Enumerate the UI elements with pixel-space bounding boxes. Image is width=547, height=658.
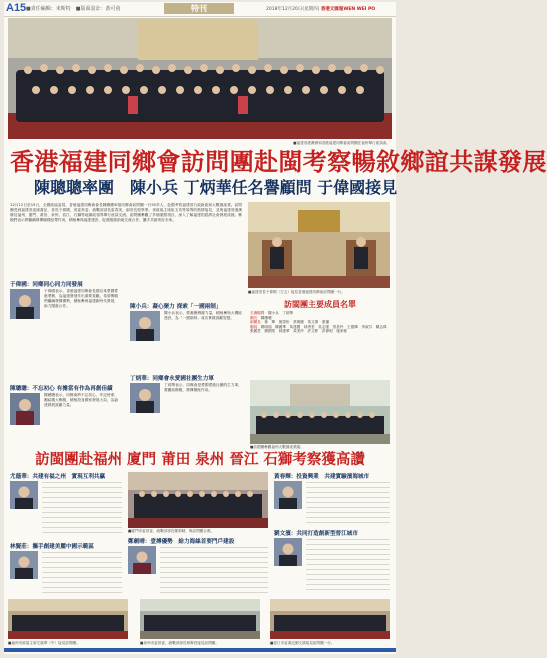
group-photo-image (8, 18, 392, 139)
section-title-3: 鄭劍晴：壹搏優勢 給力海絲首要門戶建設 (128, 539, 235, 545)
list-row-label: 名譽顧問： (250, 311, 268, 315)
portrait-image (130, 383, 160, 413)
portrait-image (10, 289, 40, 319)
list-row-names: 鄭明瑞 陳麗華 黃建國 林秀雲 吳志強 蔡美玲 王德輝 李淑芬 陳志偉 張麗君 劉國榮 林建華 黃美玲 許文彬 洪偉明 施家豪 (250, 324, 391, 334)
members-list-box (250, 298, 390, 376)
list-row-names: 林 輝 施榮忻 蔡明曉 黃文偉 張傑 (264, 320, 330, 325)
list-row-label: 團員： (250, 324, 261, 329)
portrait-image (130, 311, 160, 341)
portrait-image (10, 481, 38, 509)
speaker-text-4: 丁炳華表示，同鄉會是愛國愛港社團的生力軍，要團結鄉親，發揮積極作用。 (164, 383, 242, 392)
portrait-zheng (128, 546, 156, 574)
speaker-title-3: 陳小兵：凝心聚力 探索「一國兩制」 (130, 304, 222, 310)
section-label: 特刊 (164, 3, 234, 14)
bottom-photo-image (270, 599, 390, 639)
list-row-names: 陳小兵 丁炳華 (267, 311, 294, 315)
banquet-photo-image (128, 472, 268, 528)
brand-name: 香港文匯報WEN WEI PO (320, 7, 376, 12)
bottom-photo-3-caption: ■晉江市委書記劉文濱接見訪問團一行。 (270, 641, 335, 645)
page-number: A15 (6, 2, 27, 14)
lead-paragraph: 12月12日至15日，全國政協委員、香港福建同鄉會會長陳聰聰率領同鄉會訪問團一行50多人，赴閩考察福建省行政新區和大數據產業。訪問團受到福建省委副書記、省長于偉國，省委常委、統戰部部長雷春美，副省長郭寧寧，省政協主席崔玉英等領導的熱情接見，並與福建省港澳辦及福州、廈門、莆田、泉州、晉江、石獅等地黨政領導舉行座談交流。訪問團參觀了多個重點項目，深入了解福建的經濟社會發展成就。鄉親們表示將繼續發揮橋樑紐帶作用，積極參與福建建設，促進閩港兩地交流合作，攜手共創美好未來。 (10, 203, 242, 222)
portrait-liu (274, 538, 302, 566)
portrait-yu (10, 289, 40, 319)
speaker-text-3: 陳小兵表示，要凝聚鄉親力量，積極參與大灣區建設，為「一國兩制」成功實踐貢獻智慧。 (164, 311, 242, 320)
members-list-title: 訪閩團主要成員名單 (284, 299, 356, 309)
list-row-label: 副團長： (250, 320, 265, 325)
group-photo-top (8, 18, 392, 139)
issue-date: 2018年12月20日(星期四) (266, 7, 320, 12)
bottom-photo-1 (8, 599, 128, 639)
meeting-photo-image (248, 202, 390, 288)
speaker-title-2: 陳聰聰：不忘初心 有擔當有作為再創佳績 (10, 386, 113, 392)
list-row-label: 團長： (250, 315, 261, 320)
editor-credits: ■責任編輯：米斯特 ■版面設計：黃可茵 (26, 6, 121, 12)
speaker-title-1: 于偉國：同鄉同心同力同發展 (10, 282, 83, 288)
subheadline: 陳聰聰率團 陳小兵 丁炳華任名譽顧問 于偉國接見 (34, 178, 398, 197)
visit-photo-image (250, 380, 390, 444)
portrait-chen-congcong (10, 393, 40, 425)
headline: 香港福建同鄉會訪問團赴閩考察暢敘鄉誼共謀發展 (10, 147, 547, 176)
visit-photo-right (250, 380, 390, 444)
list-row-names: 陳聰聰 (260, 315, 272, 320)
section-text-4 (306, 481, 390, 525)
banquet-photo-caption: ■廈門市委常委、統戰部部長鄭劍晴，與訪問團合照。 (128, 529, 215, 533)
top-photo-caption: ■福建省港澳辦和香港福建同鄉會訪問團在福州舉行座談會。 (293, 141, 390, 145)
section-text-2 (42, 551, 122, 595)
meeting-photo-caption: ■福建省長于偉國（左五）接見香港福建同鄉會訪問團一行。 (248, 290, 345, 294)
portrait-lin (10, 551, 38, 579)
meeting-photo (248, 202, 390, 288)
portrait-you (10, 481, 38, 509)
portrait-ding (130, 383, 160, 413)
speaker-title-4: 丁炳華：同鄉會永愛國社團生力軍 (130, 376, 214, 382)
newspaper-page (4, 2, 547, 654)
dateline (266, 6, 375, 12)
portrait-image (274, 481, 302, 509)
bottom-photo-1-caption: ■福州市政協主席尤蔭華（中）接見訪問團。 (8, 641, 80, 645)
section-title-4: 黃春輝：投資興業 共建實驗濱海城市 (274, 474, 370, 480)
portrait-image (128, 546, 156, 574)
portrait-image (10, 551, 38, 579)
section-title-2: 林賢莊：攜手創建美麗中國示範區 (10, 544, 94, 550)
portrait-huang (274, 481, 302, 509)
banquet-photo (128, 472, 268, 528)
portrait-image (274, 538, 302, 566)
section-text-3 (160, 546, 268, 594)
speaker-text-1: 于偉國表示，香港福建同鄉會長期以來愛國愛港愛鄉，為福建發展作出重要貢獻。希望鄉親們繼續發揮優勢，積極參與福建新時代發展，助力閩港合作。 (44, 289, 118, 308)
members-list-body (250, 311, 390, 376)
section-title-5: 劉文濱：共同打造創新型晉江城市 (274, 531, 358, 537)
section-text-5 (306, 538, 390, 594)
masthead (4, 2, 396, 17)
bottom-photo-3 (270, 599, 390, 639)
speaker-text-2: 陳聰聰表示，同鄉會將不忘初心，牢記使命，團結廣大鄉親，積極投身國家發展大局，為福建發展貢獻力量。 (44, 393, 118, 407)
bottom-photo-2 (140, 599, 260, 639)
bottom-photo-image (8, 599, 128, 639)
bottom-banner: 訪閩團赴福州 廈門 莆田 泉州 晉江 石獅考察獲高讚 (35, 451, 365, 468)
section-text-1 (42, 481, 122, 537)
visit-photo-caption: ■訪閩團參觀福州大數據產業園。 (250, 445, 304, 449)
bottom-rule (4, 648, 396, 652)
section-title-1: 尤蔭華：共建有福之州 實現互利共贏 (10, 474, 106, 480)
list-row (250, 325, 390, 334)
portrait-chen-xiaobing (130, 311, 160, 341)
portrait-image (10, 393, 40, 425)
bottom-photo-2-caption: ■泉州市委常委、統戰部部長林賢莊接見訪問團。 (140, 641, 219, 645)
bottom-photo-image (140, 599, 260, 639)
